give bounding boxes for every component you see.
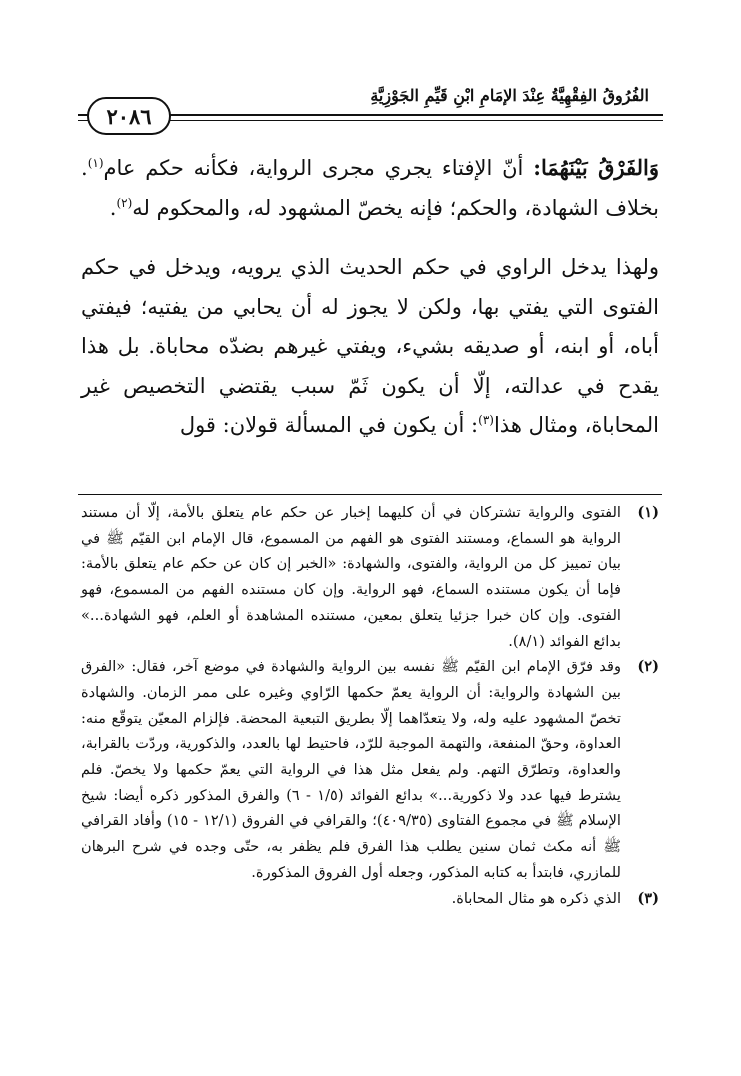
footnote-number: (٣) [637, 889, 659, 907]
paragraph-1-text-3: . [109, 195, 117, 220]
page-number-badge [87, 97, 171, 135]
footnotes [81, 500, 659, 911]
footnote-number: (٢) [637, 658, 659, 676]
paragraph-2-text-1: ولهذا يدخل الراوي في حكم الحديث الذي يرويه، ويدخل في حكم الفتوى التي يفتي بها، ولكن لا يجوز له أن يحابي من يفتيه؛ فيفتي أباه، أو ابنه، أو صديقه بشيء، ويفتي غيرهم بضدّه محاباة. بل هذا يقدح في عدالته، إلّا أن يكون ثَمّ سبب يقتضي التخصيص غير المحاباة، ومثال هذا [81, 255, 659, 437]
running-title: الفُرُوقُ الفِقْهِيَّةُ عِنْدَ الإمَامِ ابْنِ قَيِّمِ الجَوْزِيَّةِ [370, 86, 649, 105]
footnote-ref-1[interactable]: (١) [87, 156, 104, 170]
footnote-text: الفتوى والرواية تشتركان في أن كليهما إخبار عن حكم عام يتعلق بالأمة، إلّا أن مستند الرواية هو السماع، ومستند الفتوى هو الفهم من المسموع، قال الإمام ابن القيّم ﷺ في بيان تمييز كل من الرواية، والفتوى، والشهادة: «الخبر إن كان عن حكم عام يتعلق بالأمة: فإما أن يكون مستنده السماع، فهو الرواية. وإن كان مستنده الفهم من المسموع، فهو الفتوى. وإن كان خبرا جزئيا يتعلق بمعين، مستنده المشاهدة أو العلم، فهو الشهادة...» بدائع الفوائد (٨/١). [81, 504, 621, 650]
paragraph-2 [81, 248, 659, 446]
footnote-2 [81, 654, 659, 885]
page-number: ٢٠٨٦ [106, 103, 152, 129]
paragraph-2-text-2: : أن يكون في المسألة قولان: قول [179, 413, 479, 437]
footnote-ref-3[interactable]: (٣) [478, 413, 494, 427]
paragraph-1 [81, 148, 659, 228]
main-text [81, 148, 659, 446]
footnote-number: (١) [637, 504, 659, 521]
footnote-divider [78, 494, 662, 495]
footnote-ref-2[interactable]: (٢) [116, 195, 133, 210]
footnote-text: وقد فرّق الإمام ابن القيّم ﷺ نفسه بين الرواية والشهادة في موضع آخر، فقال: «الفرق بين الشهادة والرواية: أن الرواية يعمّ حكمها الرّاوي وغيره على ممر الزمان. والشهادة تخصّ المشهود عليه وله، ولا يتعدّاهما إلّا بطريق التبعية المحضة. فإلزام المعيّن يتوقّع منه: العداوة، وحقّ المنفعة، والتهمة الموجبة للرّد، فاحتيط لها بالعدد، والذكورية، وردّت بالقرابة، والعداوة، وتطرّق التهم. ولم يفعل مثل هذا في الرواية التي يعمّ حكمها ولا يخصّ. فلم يشترط فيها عدد ولا ذكورية...» بدائع الفوائد (١/٥ - ٦) والفرق المذكور ذكره أيضا: شيخ الإسلام ﷺ في مجموع الفتاوى (٤٠٩/٣٥)؛ والقرافي في الفروق (١٢/١ - ١٥) وأفاد القرافي ﷺ أنه مكث ثمان سنين يطلب هذا الفرق فلم يظفر به، حتّى وجده في شرح البرهان للمازري، فابتدأ به كتابه المذكور، وجعله أول الفروق المذكورة. [81, 658, 621, 881]
paragraph-lead: وَالفَرْقُ بَيْنَهُمَا: [533, 155, 659, 180]
footnote-3 [81, 886, 659, 912]
paragraph-1-text-1: أنّ الإفتاء يجري مجرى الرواية، فكأنه حكم عام [103, 156, 534, 180]
paragraph-1-text-2: . بخلاف الشهادة، والحكم؛ فإنه يخصّ المشهود له، والمحكوم له [81, 156, 659, 220]
footnote-text: الذي ذكره هو مثال المحاباة. [451, 889, 621, 907]
footnote-1 [81, 500, 659, 654]
